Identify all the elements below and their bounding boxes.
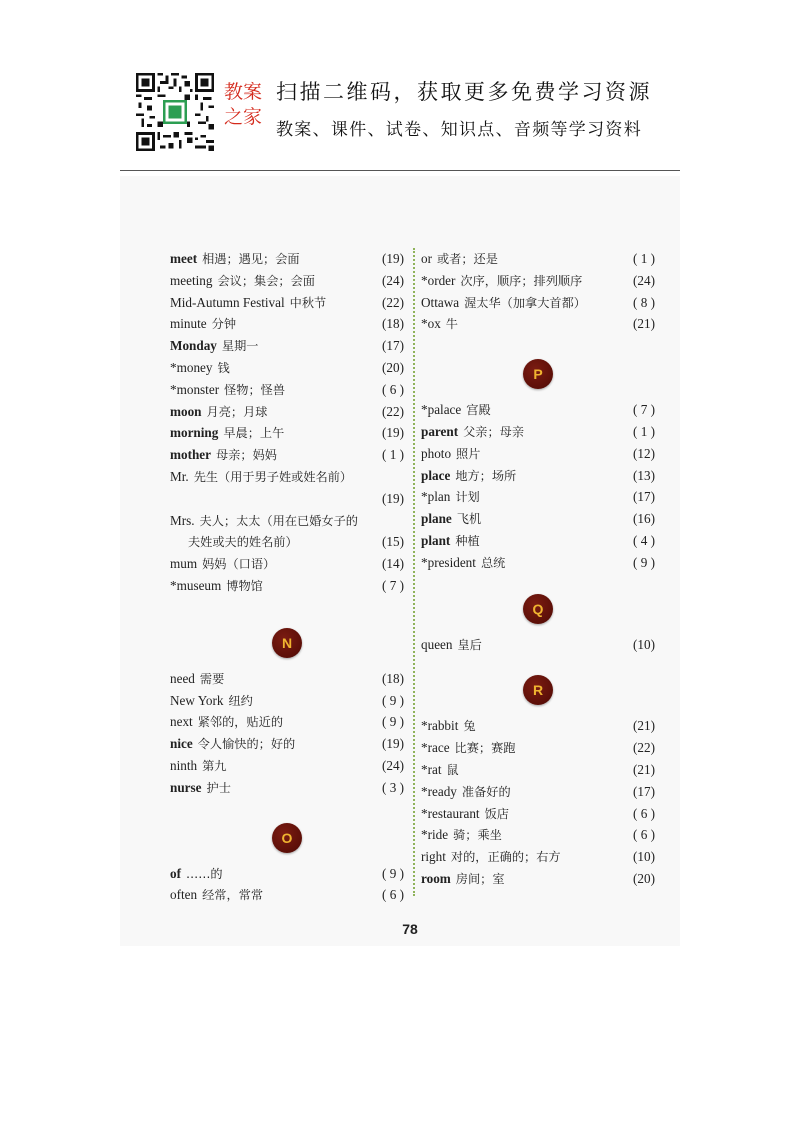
entry-meaning: 种植 (455, 533, 480, 548)
glossary-entry (421, 399, 655, 421)
entry-word: room (421, 870, 451, 886)
entry-meaning: 护士 (206, 780, 231, 795)
entry-meaning: 总统 (480, 555, 506, 570)
letter-badge-q: Q (523, 594, 553, 624)
entry-word: often (170, 887, 198, 903)
entry-unit: (17) (633, 783, 655, 799)
entry-unit: ( 9 ) (633, 554, 655, 570)
entry-meaning: 宫殿 (466, 403, 491, 418)
entry-unit: (19) (382, 490, 404, 506)
entry-meaning: 飞机 (456, 512, 482, 527)
entry-meaning: 紧邻的，贴近的 (197, 715, 284, 730)
glossary-entry (421, 292, 655, 314)
entry-word: *restaurant (421, 805, 480, 821)
entry-meaning: 骑；乘坐 (453, 828, 502, 843)
entry-meaning: 或者；还是 (437, 252, 498, 266)
entry-meaning: 地方；场所 (455, 468, 517, 483)
glossary-entry (170, 357, 404, 379)
entry-meaning: 妈妈（口语） (202, 557, 276, 572)
brand-logo (219, 80, 267, 130)
entry-unit: (16) (633, 511, 655, 527)
glossary-entry (421, 715, 655, 737)
entry-unit: (10) (633, 636, 655, 652)
entry-unit: ( 7 ) (633, 402, 655, 418)
glossary-entry (170, 444, 404, 466)
entry-word: *monster (170, 381, 220, 397)
entry-word: of (170, 865, 181, 881)
entry-meaning: 星期一 (221, 339, 259, 354)
p-entries-group (421, 399, 655, 573)
entry-meaning-continued: 夫姓或夫的姓名前） (188, 535, 298, 550)
entry-meaning: 准备好的 (461, 784, 511, 799)
entry-unit: (18) (382, 316, 404, 332)
letter-badge-p: P (523, 359, 553, 389)
glossary-entry (421, 846, 655, 868)
entry-unit: (10) (633, 849, 655, 865)
header-rule (120, 170, 680, 171)
entry-meaning: 早晨；上午 (223, 426, 285, 441)
section-p-header (421, 353, 655, 399)
entry-word: morning (170, 425, 219, 441)
section-q-header (421, 588, 655, 634)
entry-word: *palace (421, 402, 462, 418)
glossary-entry (421, 759, 655, 781)
entry-unit: (14) (382, 556, 404, 572)
glossary-entry (421, 530, 655, 552)
entry-meaning: 渥太华（加拿大首都） (464, 295, 586, 310)
entry-meaning: 中秋节 (289, 295, 327, 310)
entry-word: parent (421, 423, 459, 439)
glossary-entry (170, 248, 404, 270)
section-o-header (170, 817, 404, 863)
glossary-entry (170, 553, 404, 575)
entry-meaning: 母亲；妈妈 (216, 448, 277, 463)
entry-word: Mr. (170, 468, 189, 484)
entry-meaning: 照片 (456, 446, 481, 461)
q-entries-group (421, 634, 655, 656)
entry-meaning: 相遇；遇见；会面 (202, 252, 300, 266)
entry-word: *rat (421, 761, 442, 777)
entry-meaning: 房间；室 (455, 871, 505, 886)
glossary-entry (421, 803, 655, 825)
letter-badge-r: R (523, 675, 553, 705)
right-column (421, 248, 655, 890)
glossary-entry (421, 508, 655, 530)
m-entries-group (170, 248, 404, 466)
o-entries-group (170, 863, 404, 907)
entry-meaning: 纽约 (228, 693, 253, 708)
entry-word: plant (421, 532, 451, 548)
entry-unit: (15) (382, 534, 404, 550)
entry-word: *plan (421, 489, 451, 505)
entry-word: *rabbit (421, 718, 459, 734)
glossary-entry (170, 711, 404, 733)
glossary-entry (421, 313, 655, 335)
entry-meaning: 钱 (217, 360, 230, 375)
entry-meaning: 分钟 (211, 317, 237, 332)
entry-unit: ( 8 ) (633, 294, 655, 310)
entry-unit: ( 9 ) (382, 692, 404, 708)
column-divider (413, 248, 415, 896)
entry-word: nurse (170, 779, 202, 795)
glossary-entry (421, 781, 655, 803)
entry-word: mum (170, 556, 198, 572)
entry-unit: (24) (382, 272, 404, 288)
entry-unit: (20) (633, 870, 655, 886)
glossary-entry (421, 868, 655, 890)
qr-code-icon (136, 73, 214, 151)
entry-meaning: 博物馆 (226, 578, 263, 593)
entry-word: *museum (170, 577, 222, 593)
entry-unit: (21) (633, 761, 655, 777)
brand-line-2: 之家 (223, 106, 262, 128)
r-entries-group (421, 715, 655, 889)
entry-unit: (21) (633, 316, 655, 332)
glossary-entry (170, 777, 404, 799)
entry-unit: (19) (382, 251, 404, 266)
entry-unit: ( 3 ) (382, 779, 404, 795)
glossary-entry (421, 486, 655, 508)
glossary-entry (421, 421, 655, 443)
entry-unit: ( 6 ) (633, 805, 655, 821)
glossary-entry (170, 270, 404, 292)
entry-meaning: 夫人；太太（用在已婚女子的 (199, 513, 358, 528)
entry-unit: (24) (633, 272, 655, 288)
left-column (170, 248, 404, 906)
entry-unit: ( 1 ) (382, 447, 404, 463)
entry-unit: (13) (633, 467, 655, 483)
entry-unit: ( 9 ) (382, 865, 404, 881)
entry-unit: (12) (633, 445, 655, 461)
entry-word: ninth (170, 757, 198, 773)
entry-word: moon (170, 403, 202, 419)
entry-unit: (19) (382, 425, 404, 441)
entry-unit: (18) (382, 670, 404, 686)
glossary-entry (170, 401, 404, 423)
entry-meaning: 牛 (445, 317, 458, 332)
section-r-header (421, 669, 655, 715)
entry-word: need (170, 670, 195, 686)
brand-line-1: 教案 (223, 81, 262, 103)
entry-meaning: 鼠 (446, 762, 459, 777)
glossary-entry (170, 466, 404, 488)
letter-badge-n: N (272, 628, 302, 658)
entry-unit: (24) (382, 757, 404, 773)
entry-meaning: 会议；集会；会面 (217, 273, 315, 288)
entry-meaning: 需要 (199, 671, 225, 686)
entry-word: *money (170, 359, 213, 375)
o-entries-continued-group (421, 248, 655, 335)
entry-word: *president (421, 554, 476, 570)
entry-word: or (421, 251, 432, 266)
glossary-entry (170, 884, 404, 906)
entry-word: Mrs. (170, 512, 195, 528)
entry-word: photo (421, 445, 452, 461)
glossary-entry (170, 422, 404, 444)
entry-word: *ready (421, 783, 457, 799)
glossary-entry (421, 552, 655, 574)
slogan-line-1: 扫描二维码，获取更多免费学习资源 (276, 80, 652, 104)
glossary-entry (421, 737, 655, 759)
entry-unit: (20) (382, 359, 404, 375)
entry-meaning: 令人愉快的；好的 (197, 737, 296, 752)
glossary-entry (170, 313, 404, 335)
glossary-entry (170, 755, 404, 777)
entry-meaning: 比赛；赛跑 (454, 741, 516, 756)
glossary-entry (170, 510, 404, 554)
glossary-entry (170, 863, 404, 885)
glossary-entry (170, 668, 404, 690)
entry-unit: (19) (382, 736, 404, 752)
entry-meaning: 次序，顺序；排列顺序 (460, 273, 583, 288)
entry-word: Ottawa (421, 294, 460, 310)
glossary-entry (170, 379, 404, 401)
entry-unit: ( 6 ) (382, 887, 404, 903)
entry-unit: ( 7 ) (382, 577, 404, 593)
page-number: 78 (402, 921, 418, 937)
entry-unit: (22) (382, 403, 404, 419)
slogan-line-2: 教案、课件、试卷、知识点、音频等学习资料 (276, 120, 642, 140)
entry-word: meeting (170, 272, 213, 288)
entry-unit: ( 6 ) (633, 827, 655, 843)
entry-word: mother (170, 447, 212, 463)
glossary-entry (421, 443, 655, 465)
entry-unit: (17) (382, 338, 404, 354)
entry-word: *ox (421, 316, 441, 332)
glossary-entry (421, 270, 655, 292)
entry-unit: (22) (382, 294, 404, 310)
glossary-entry (421, 465, 655, 487)
entry-unit: ( 4 ) (633, 532, 655, 548)
entry-word: next (170, 714, 193, 730)
entry-word: place (421, 467, 451, 483)
entry-meaning: 父亲；母亲 (463, 424, 525, 439)
entry-word: Mid-Autumn Festival (170, 294, 285, 310)
entry-word: *race (421, 740, 450, 756)
entry-meaning: 经常，常常 (202, 888, 264, 903)
entry-meaning: ……的 (186, 866, 223, 881)
letter-badge-o: O (272, 823, 302, 853)
entry-word: *order (421, 272, 456, 288)
entry-word: Monday (170, 338, 217, 354)
entry-unit: ( 9 ) (382, 714, 404, 730)
entry-word: minute (170, 316, 207, 332)
entry-meaning: 饭店 (484, 806, 509, 821)
entry-unit: ( 6 ) (382, 381, 404, 397)
glossary-entry (421, 824, 655, 846)
m-entries-group-2 (170, 553, 404, 597)
entry-word: queen (421, 636, 453, 652)
entry-meaning: 兔 (463, 719, 476, 734)
entry-meaning: 怪物；怪兽 (224, 382, 286, 397)
section-n-header (170, 622, 404, 668)
glossary-entry (170, 335, 404, 357)
entry-meaning: 月亮；月球 (206, 404, 268, 419)
entry-unit: ( 1 ) (633, 423, 655, 439)
n-entries-group (170, 668, 404, 799)
entry-meaning: 先生（用于男子姓或姓名前） (193, 469, 353, 484)
entry-word: right (421, 849, 446, 865)
entry-meaning: 计划 (455, 490, 480, 505)
glossary-entry (170, 690, 404, 712)
entry-word: meet (170, 251, 198, 266)
glossary-entry (170, 292, 404, 314)
entry-meaning: 第九 (202, 758, 227, 773)
entry-unit: ( 1 ) (633, 251, 655, 266)
entry-word: plane (421, 511, 452, 527)
entry-word: nice (170, 736, 193, 752)
glossary-entry (170, 733, 404, 755)
glossary-entry (421, 248, 655, 270)
glossary-entry (170, 575, 404, 597)
glossary-entry (421, 634, 655, 656)
entry-unit: (22) (633, 740, 655, 756)
entry-meaning: 皇后 (457, 637, 482, 652)
entry-word: *ride (421, 827, 449, 843)
glossary-entry-continued (170, 488, 404, 510)
entry-unit: (17) (633, 489, 655, 505)
entry-word: New York (170, 692, 224, 708)
entry-meaning: 对的，正确的；右方 (450, 850, 561, 865)
entry-unit: (21) (633, 718, 655, 734)
